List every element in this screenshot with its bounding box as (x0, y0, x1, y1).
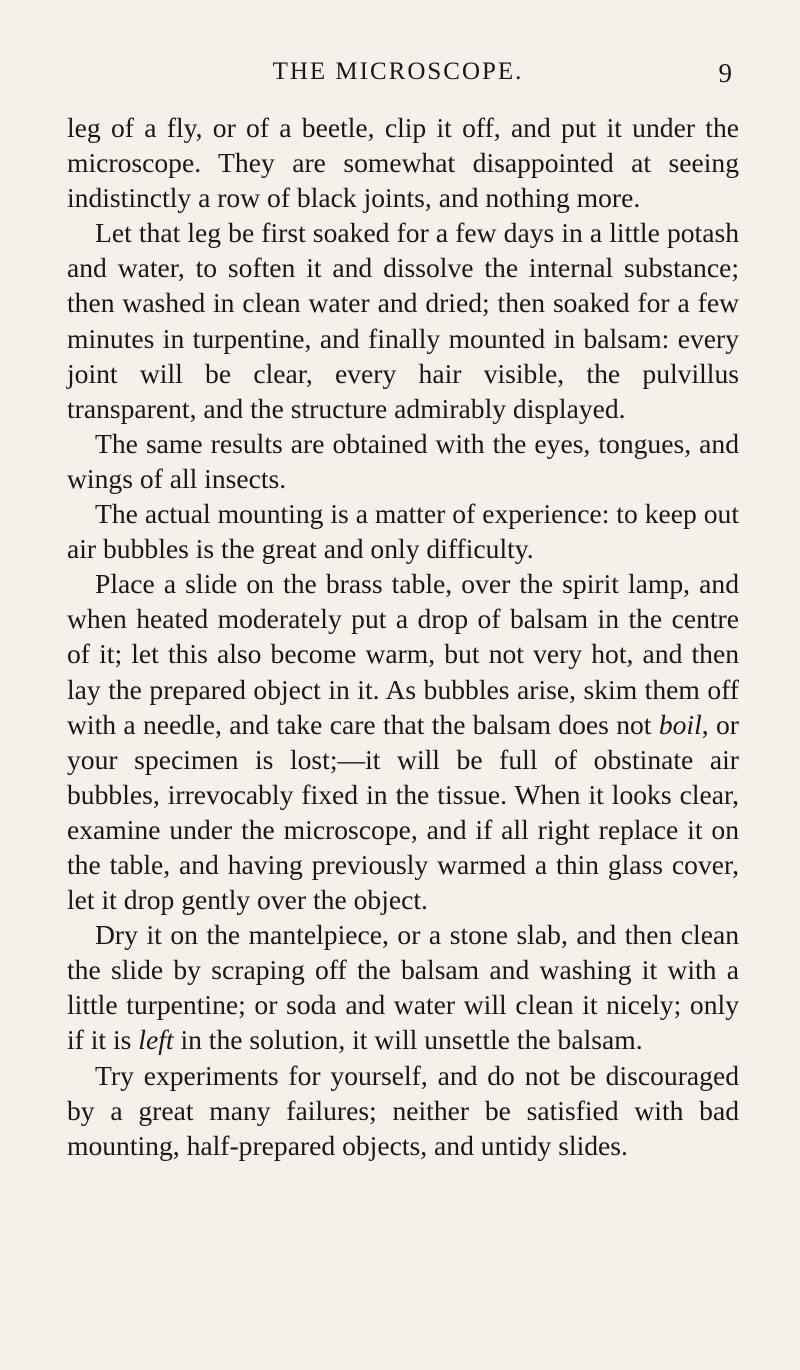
paragraph-experiments (67, 1058, 739, 1163)
page-number: 9 (718, 58, 732, 88)
paragraph-text: leg of a fly, or of a beetle, clip it off, and put it under the microscope. They are somewhat disappointed at seeing indistinctly a row of black joints, and nothing more. (67, 112, 739, 214)
paragraph-soaking (67, 215, 739, 426)
paragraph-mounting (67, 496, 739, 566)
paragraph-text: The same results are obtained with the eyes, tongues, and wings of all insects. (67, 427, 739, 494)
body-text (67, 110, 739, 1163)
paragraph-continued (67, 110, 739, 215)
paragraph-text: in the solution, it will unsettle the balsam. (173, 1024, 643, 1056)
paragraph-text: The actual mounting is a matter of experience: to keep out air bubbles is the great and only difficulty. (67, 498, 739, 565)
paragraph-text: Dry it on the mantelpiece, or a stone slab, and then clean the slide by scraping off the balsam and washing it with a little turpentine; or soda and water will clean it nicely; only if it is (67, 919, 739, 1056)
running-title: THE MICROSCOPE. (272, 58, 524, 85)
paragraph-text: Place a slide on the brass table, over the spirit lamp, and when heated moderately put a drop of balsam in the centre of it; let this also become warm, but not very hot, and then lay the prepared object in it. As bubbles arise, skim them off with a needle, and take care that the balsam does not (67, 568, 739, 740)
paragraph-same-results (67, 426, 739, 496)
paragraph-text: Try experiments for yourself, and do not be discouraged by a great many failures; neither be satisfied with bad mounting, half-prepared objects, and untidy slides. (67, 1059, 739, 1161)
paragraph-text: Let that leg be first soaked for a few days in a little potash and water, to soften it and dissolve the internal substance; then washed in clean water and dried; then soaked for a few minutes in turpentine, and finally mounted in balsam: every joint will be clear, every hair visible, the pulvillus transparent, and the structure admirably displayed. (67, 217, 739, 424)
italic-word: left (138, 1024, 174, 1056)
running-head (248, 58, 732, 88)
paragraph-slide (67, 566, 739, 917)
paragraph-dry (67, 917, 739, 1057)
paragraph-text: , or your specimen is lost;—it will be full of obstinate air bubbles, irrevocably fixed in the tissue. When it looks clear, examine under the microscope, and if all right replace it on the table, and having previously warmed a thin glass cover, let it drop gently over the object. (67, 708, 739, 916)
italic-word: boil (658, 708, 702, 740)
